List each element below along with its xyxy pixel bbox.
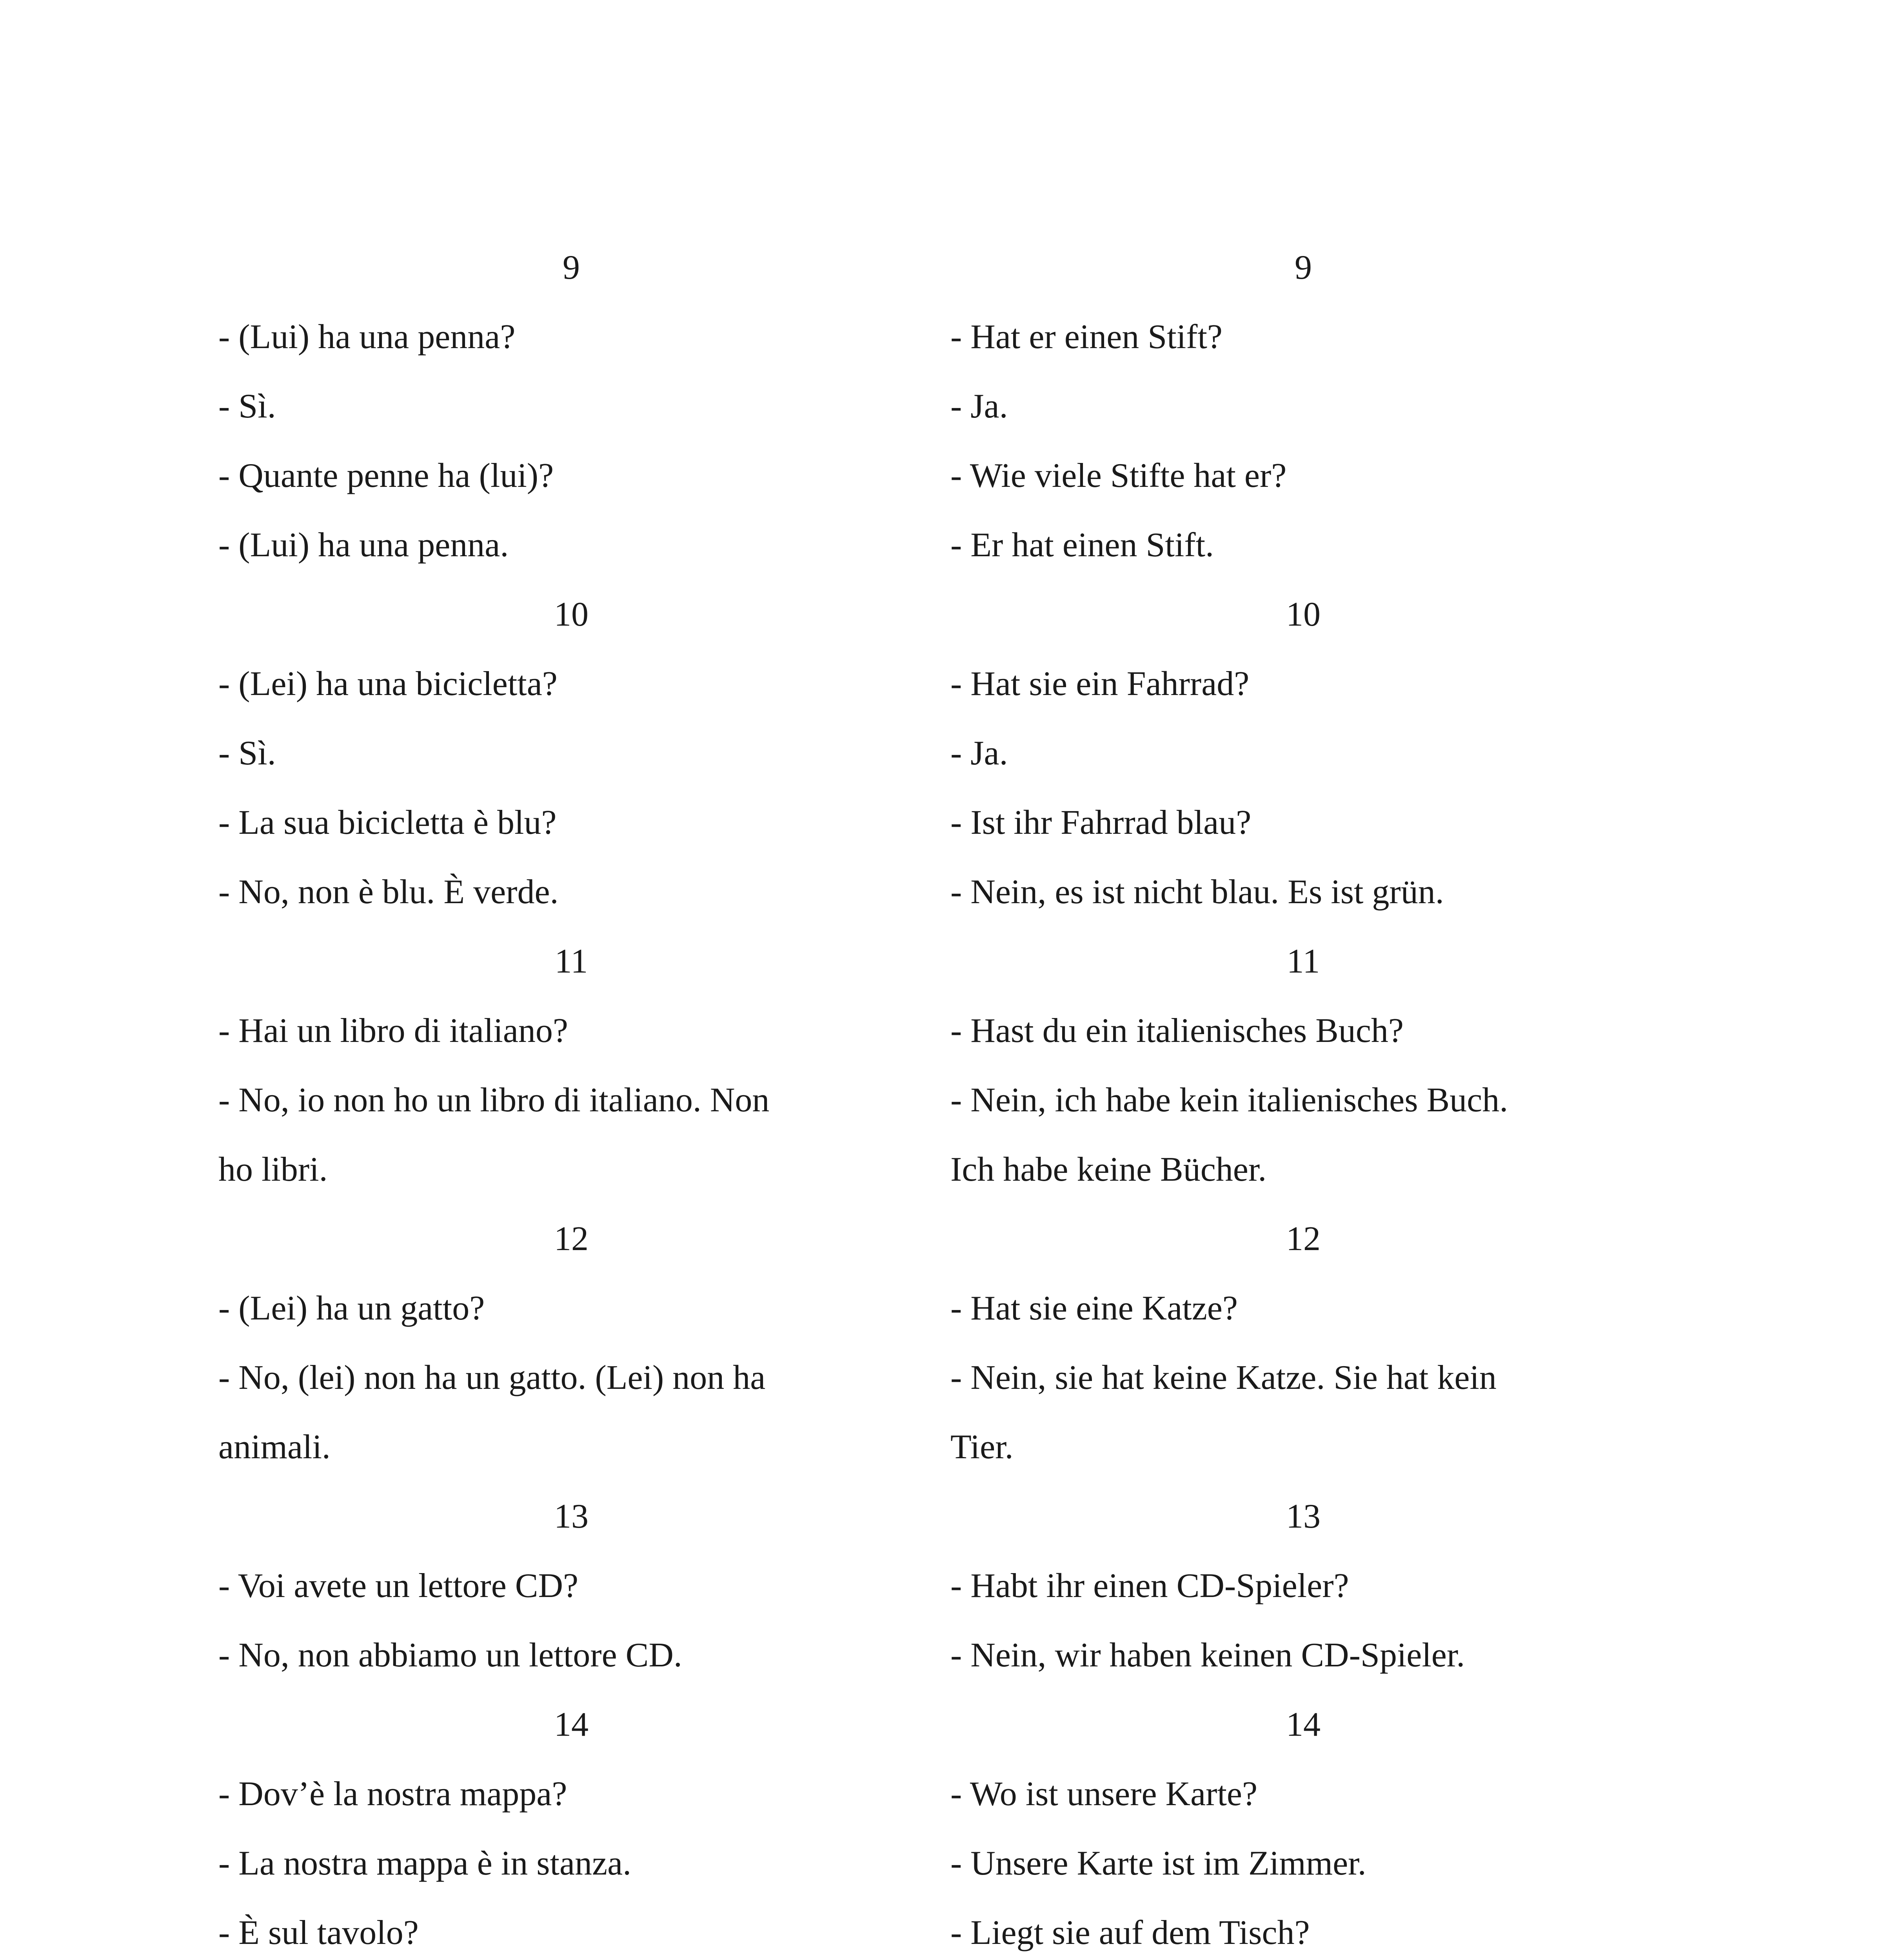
italian-text-line: - Sì.	[218, 387, 276, 425]
italian-text-line: - Quante penne ha (lui)?	[218, 457, 554, 495]
german-text-line: - Ja.	[950, 734, 1008, 772]
italian-section-number: 10	[554, 595, 589, 633]
italian-text-line: - La sua bicicletta è blu?	[218, 804, 557, 842]
italian-text-line: - (Lei) ha una bicicletta?	[218, 665, 558, 703]
german-section-number: 10	[1286, 595, 1321, 633]
italian-text-line: animali.	[218, 1428, 331, 1466]
italian-text-line: - No, non abbiamo un lettore CD.	[218, 1636, 682, 1674]
german-text-line: - Wo ist unsere Karte?	[950, 1775, 1258, 1813]
italian-section-number: 13	[554, 1497, 589, 1535]
italian-text-line: - Hai un libro di italiano?	[218, 1012, 568, 1050]
german-text-line: - Wie viele Stifte hat er?	[950, 457, 1287, 495]
german-section-number: 13	[1286, 1497, 1321, 1535]
italian-text-line: - Voi avete un lettore CD?	[218, 1567, 579, 1605]
german-text-line: Tier.	[950, 1428, 1014, 1466]
german-section-number: 11	[1286, 942, 1320, 980]
german-text-line: Ich habe keine Bücher.	[950, 1151, 1267, 1189]
german-text-line: - Hast du ein italienisches Buch?	[950, 1012, 1404, 1050]
german-section-number: 9	[1295, 249, 1312, 287]
italian-column	[218, 233, 924, 1960]
german-text-line: - Er hat einen Stift.	[950, 526, 1214, 564]
italian-section-number: 11	[554, 942, 588, 980]
german-section-number: 12	[1286, 1220, 1321, 1258]
italian-text-line: - No, io non ho un libro di italiano. Non	[218, 1081, 770, 1119]
german-text-line: - Nein, ich habe kein italienisches Buch.	[950, 1081, 1508, 1119]
italian-text-line: ho libri.	[218, 1151, 328, 1189]
german-column	[950, 233, 1656, 1960]
german-text-line: - Hat er einen Stift?	[950, 318, 1223, 356]
italian-text-line: - Sì.	[218, 734, 276, 772]
german-text-line: - Ja.	[950, 387, 1008, 425]
italian-text-line: - La nostra mappa è in stanza.	[218, 1844, 632, 1882]
italian-text-line: - Dov’è la nostra mappa?	[218, 1775, 567, 1813]
italian-section-number: 14	[554, 1706, 589, 1744]
german-text-line: - Liegt sie auf dem Tisch?	[950, 1914, 1310, 1952]
italian-text-line: - (Lei) ha un gatto?	[218, 1289, 485, 1327]
german-text-line: - Nein, sie hat keine Katze. Sie hat kein	[950, 1359, 1497, 1397]
german-text-line: - Nein, wir haben keinen CD-Spieler.	[950, 1636, 1465, 1674]
german-text-line: - Nein, es ist nicht blau. Es ist grün.	[950, 873, 1444, 911]
german-text-line: - Unsere Karte ist im Zimmer.	[950, 1844, 1366, 1882]
german-text-line: - Habt ihr einen CD-Spieler?	[950, 1567, 1349, 1605]
italian-section-number: 12	[554, 1220, 589, 1258]
german-text-line: - Hat sie eine Katze?	[950, 1289, 1238, 1327]
italian-text-line: - No, (lei) non ha un gatto. (Lei) non ha	[218, 1359, 766, 1397]
italian-text-line: - (Lui) ha una penna?	[218, 318, 516, 356]
italian-section-number: 9	[563, 249, 580, 287]
german-text-line: - Ist ihr Fahrrad blau?	[950, 804, 1252, 842]
italian-text-line: - No, non è blu. È verde.	[218, 873, 559, 911]
italian-text-line: - È sul tavolo?	[218, 1914, 419, 1952]
german-section-number: 14	[1286, 1706, 1321, 1744]
italian-text-line: - (Lui) ha una penna.	[218, 526, 509, 564]
german-text-line: - Hat sie ein Fahrrad?	[950, 665, 1250, 703]
